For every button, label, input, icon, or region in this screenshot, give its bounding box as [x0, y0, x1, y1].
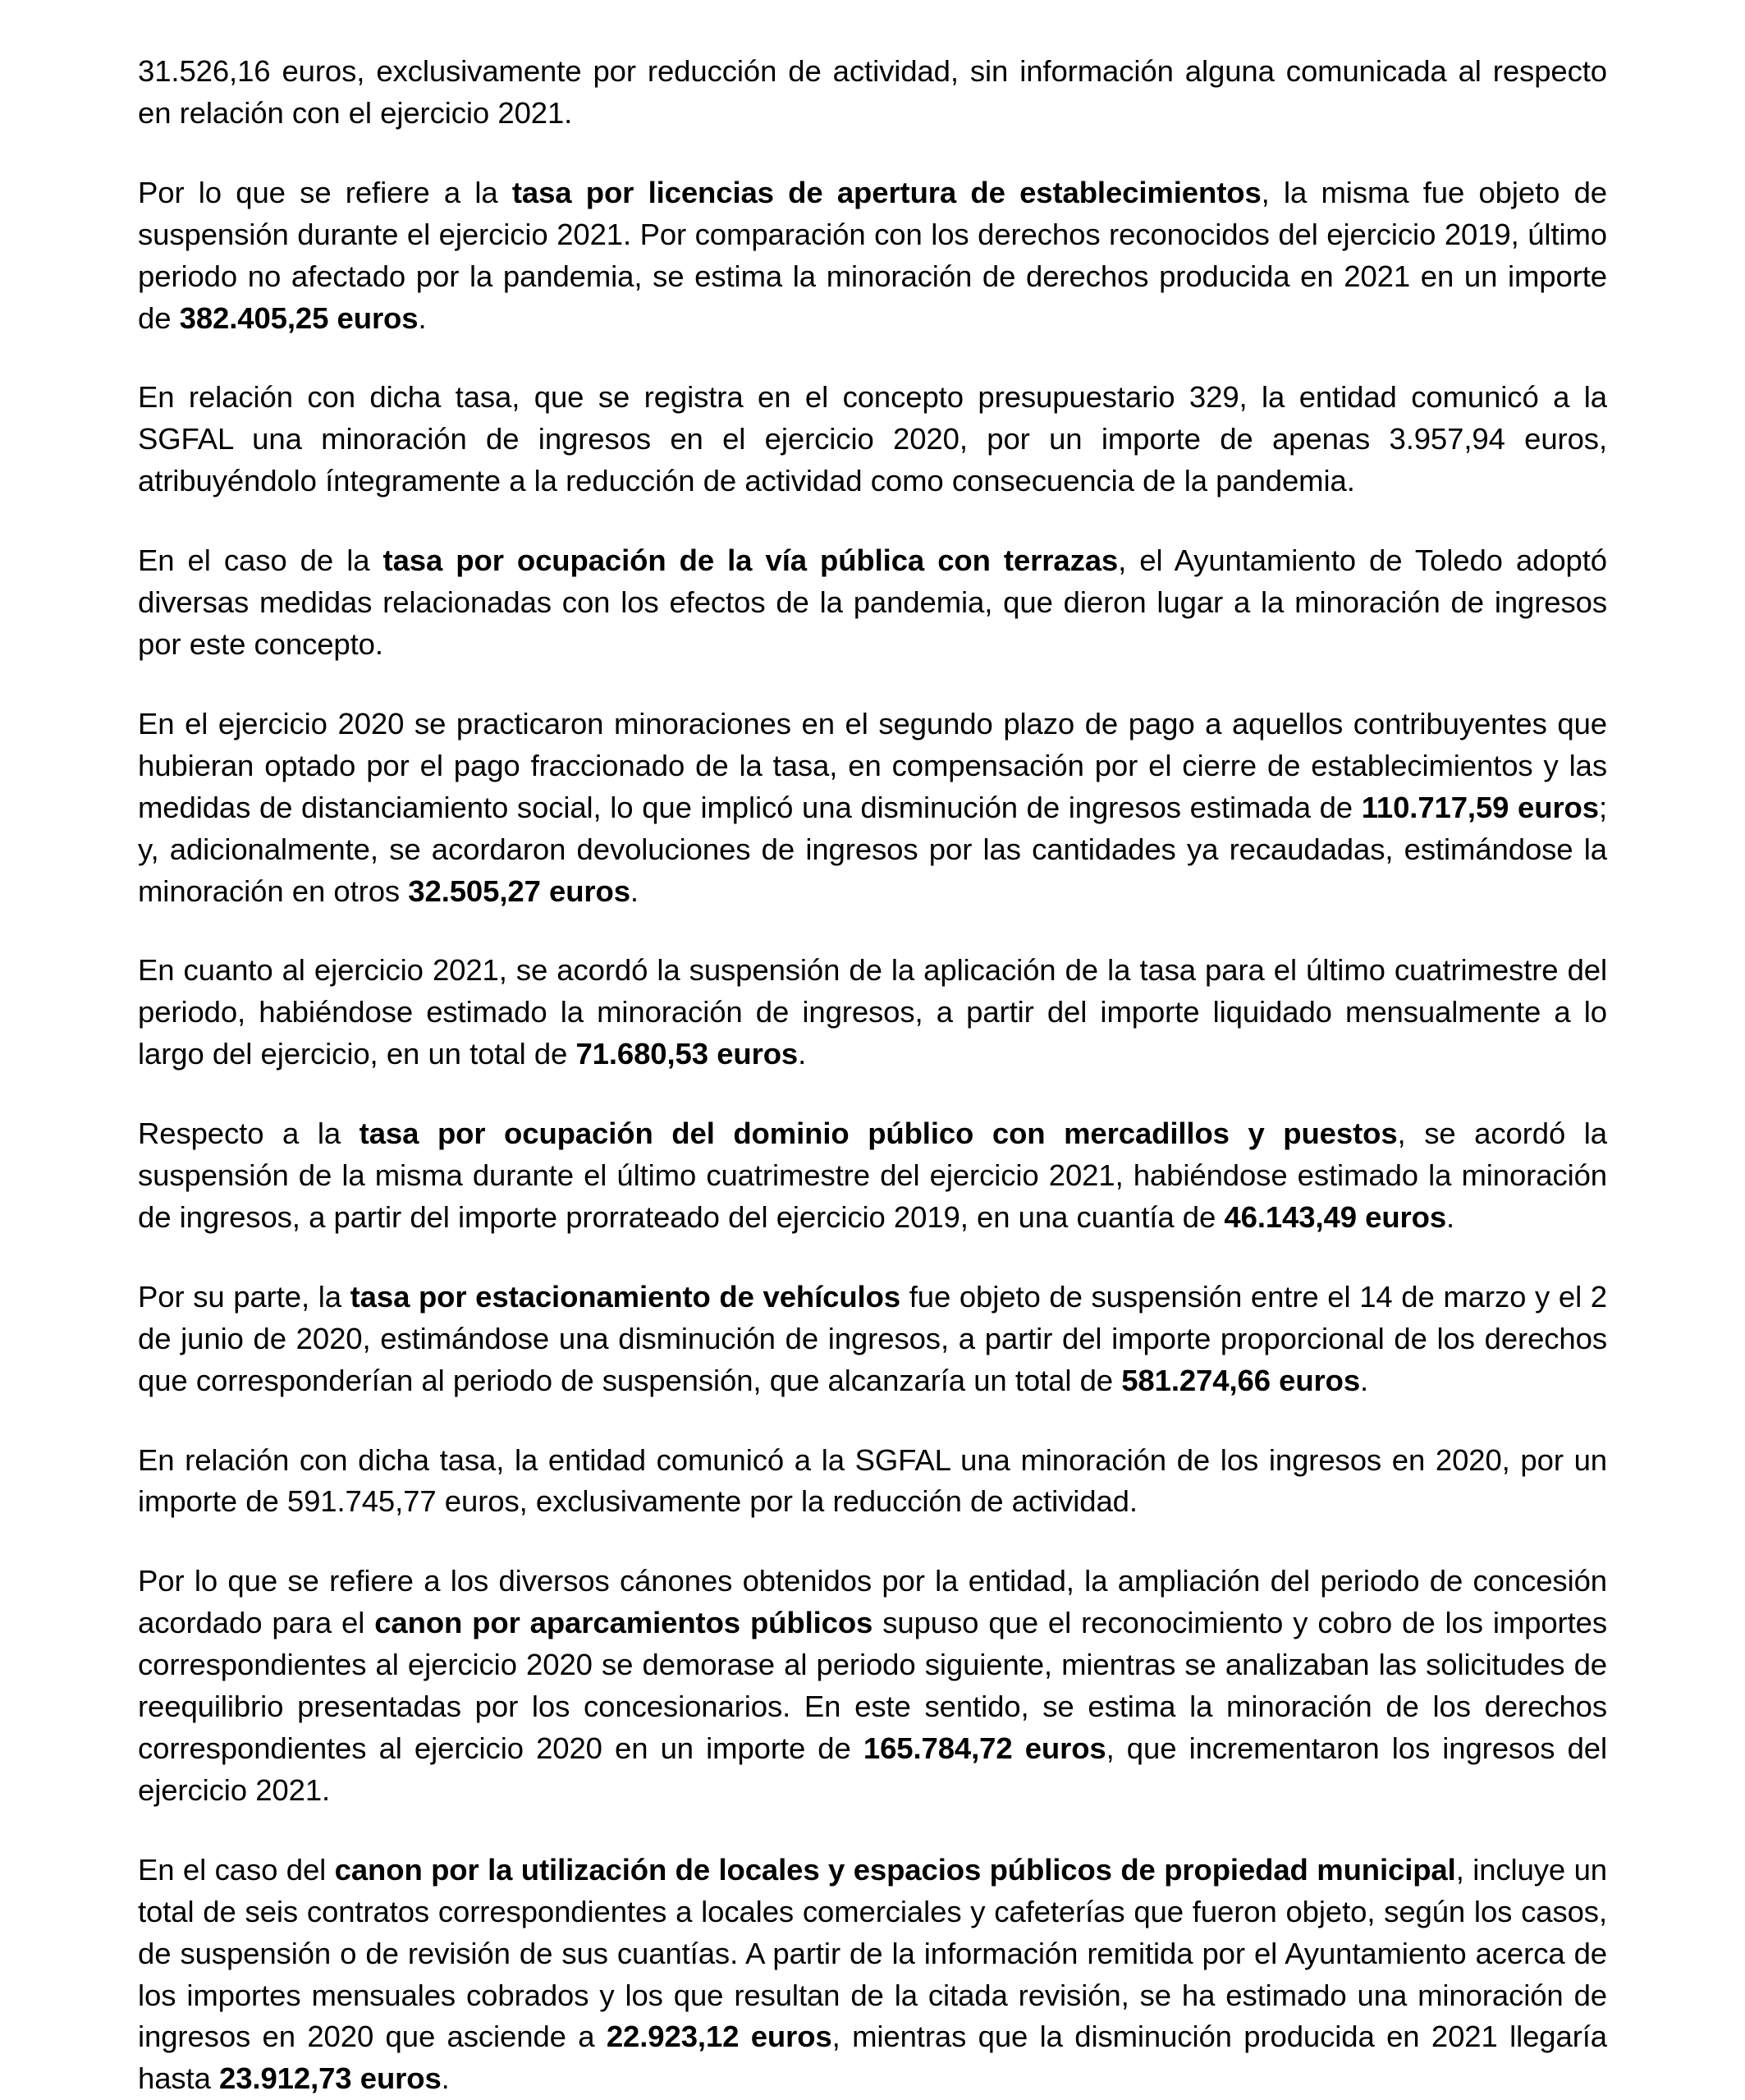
emphasis-text: 110.717,59 euros	[1361, 790, 1599, 824]
body-text: ; y, adicionalmente, se acordaron devoluciones de ingresos por las cantidades ya recaudadas, estimándose la minoración en otros	[138, 790, 1607, 908]
emphasis-text: 165.784,72 euros	[863, 1731, 1106, 1765]
emphasis-text: tasa por ocupación de la vía pública con terrazas	[382, 543, 1119, 578]
emphasis-text: tasa por licencias de apertura de establecimientos	[511, 175, 1262, 209]
paragraph	[138, 172, 1607, 340]
paragraph	[138, 540, 1607, 666]
emphasis-text: tasa por estacionamiento de vehículos	[350, 1279, 900, 1314]
document-body	[138, 51, 1607, 2100]
emphasis-text: 22.923,12 euros	[606, 2020, 832, 2054]
body-text: .	[798, 1037, 807, 1071]
emphasis-text: 32.505,27 euros	[408, 873, 630, 908]
paragraph	[138, 1113, 1607, 1239]
body-text: En relación con dicha tasa, que se registra en el concepto presupuestario 329, la entidad comunicó a la SGFAL una minoración de ingresos en el ejercicio 2020, por un importe de apenas 3.957,94 euros, atribuyéndolo íntegramente a la reducción de actividad como consecuencia de la pandemia.	[138, 380, 1607, 498]
body-text: En el caso de la	[138, 543, 383, 578]
body-text: fue objeto de suspensión entre el 14 de marzo y el 2 de junio de 2020, estimándose una disminución de ingresos, a partir del importe proporcional de los derechos que corresponderían al periodo de suspensión, que alcanzaría un total de	[138, 1279, 1607, 1397]
body-text: , se acordó la suspensión de la misma durante el último cuatrimestre del ejercicio 2021, habiéndose estimado la minoración de ingresos, a partir del importe prorrateado del ejercicio 2019, en una cuantía de	[138, 1116, 1607, 1234]
body-text: , mientras que la disminución producida en 2021 llegaría hasta	[138, 2020, 1607, 2096]
body-text: , la misma fue objeto de suspensión durante el ejercicio 2021. Por comparación con los derechos reconocidos del ejercicio 2019, último periodo no afectado por la pandemia, se estima la minoración de derechos producida en 2021 en un importe de	[138, 175, 1607, 335]
emphasis-text: 581.274,66 euros	[1121, 1363, 1361, 1397]
emphasis-text: canon por aparcamientos públicos	[374, 1606, 873, 1640]
emphasis-text: 23.912,73 euros	[219, 2061, 442, 2096]
paragraph	[138, 1277, 1607, 1402]
body-text: En cuanto al ejercicio 2021, se acordó la suspensión de la aplicación de la tasa para el último cuatrimestre del periodo, habiéndose estimado la minoración de ingresos, a partir del importe liquidado mensualmente a lo largo del ejercicio, en un total de	[138, 953, 1607, 1071]
body-text: .	[441, 2061, 450, 2096]
paragraph	[138, 1850, 1607, 2100]
emphasis-text: tasa por ocupación del dominio público con mercadillos y puestos	[359, 1116, 1398, 1151]
body-text: Por lo que se refiere a la	[138, 175, 512, 209]
body-text: .	[1360, 1363, 1369, 1397]
emphasis-text: canon por la utilización de locales y espacios públicos de propiedad municipal	[334, 1852, 1456, 1887]
body-text: Respecto a la	[138, 1116, 360, 1151]
emphasis-text: 71.680,53 euros	[575, 1037, 799, 1071]
paragraph	[138, 51, 1607, 135]
body-text: Por lo que se refiere a los diversos cánones obtenidos por la entidad, la ampliación del periodo de concesión acordado para el	[138, 1564, 1607, 1640]
body-text: .	[1446, 1199, 1455, 1234]
paragraph	[138, 704, 1607, 913]
body-text: En el caso del	[138, 1852, 335, 1887]
body-text: Por su parte, la	[138, 1279, 350, 1314]
body-text: .	[418, 300, 427, 335]
paragraph	[138, 1440, 1607, 1524]
body-text: , que incrementaron los ingresos del ejercicio 2021.	[138, 1731, 1607, 1807]
body-text: supuso que el reconocimiento y cobro de los importes correspondientes al ejercicio 2020 se demorase al periodo siguiente, mientras se analizaban las solicitudes de reequilibrio presentadas por los concesionarios. En este sentido, se estima la minoración de los derechos correspondientes al ejercicio 2020 en un importe de	[138, 1606, 1607, 1765]
paragraph	[138, 377, 1607, 502]
body-text: , el Ayuntamiento de Toledo adoptó diversas medidas relacionadas con los efectos de la pandemia, que dieron lugar a la minoración de ingresos por este concepto.	[138, 543, 1607, 661]
paragraph	[138, 950, 1607, 1075]
body-text: 31.526,16 euros, exclusivamente por reducción de actividad, sin información alguna comunicada al respecto en relación con el ejercicio 2021.	[138, 54, 1607, 130]
emphasis-text: 382.405,25 euros	[179, 300, 419, 335]
body-text: .	[630, 873, 639, 908]
body-text: En el ejercicio 2020 se practicaron minoraciones en el segundo plazo de pago a aquellos contribuyentes que hubieran optado por el pago fraccionado de la tasa, en compensación por el cierre de establecimientos y las medidas de distanciamiento social, lo que implicó una disminución de ingresos estimada de	[138, 706, 1607, 824]
paragraph	[138, 1561, 1607, 1811]
body-text: , incluye un total de seis contratos correspondientes a locales comerciales y cafeterías que fueron objeto, según los casos, de suspensión o de revisión de sus cuantías. A partir de la información remitida por el Ayuntamiento acerca de los importes mensuales cobrados y los que resultan de la citada revisión, se ha estimado una minoración de ingresos en 2020 que asciende a	[138, 1852, 1607, 2054]
emphasis-text: 46.143,49 euros	[1224, 1199, 1447, 1234]
body-text: En relación con dicha tasa, la entidad comunicó a la SGFAL una minoración de los ingresos en 2020, por un importe de 591.745,77 euros, exclusivamente por la reducción de actividad.	[138, 1442, 1607, 1519]
